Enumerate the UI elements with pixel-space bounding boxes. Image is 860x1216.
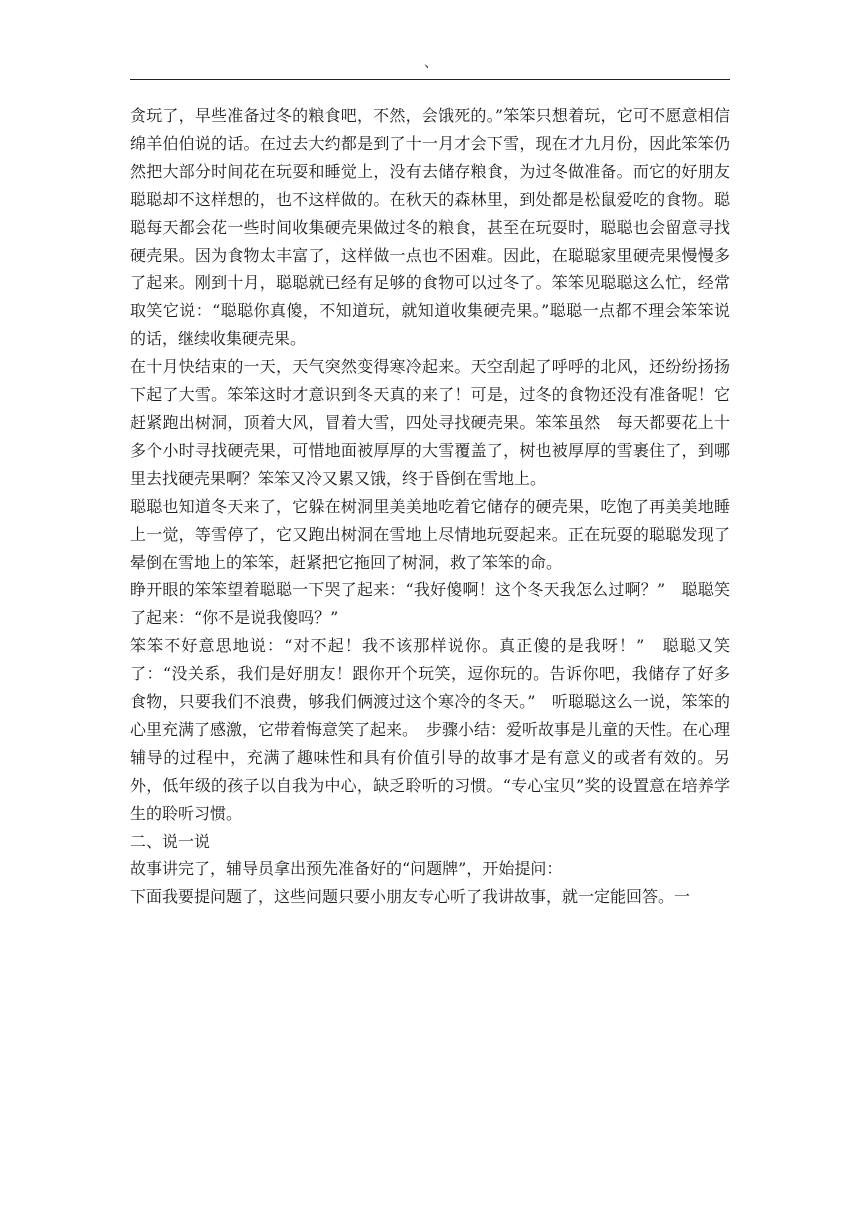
header-mark: 、 <box>424 55 438 71</box>
paragraph-apology-summary: 笨笨不好意思地说：“对不起！我不该那样说你。真正傻的是我呀！” 聪聪又笑了：“没关系，我们是好朋友！跟你开个玩笑，逗你玩的。告诉你吧，我储存了好多食物，只要我们不浪费，够我们俩渡过这个寒冷的冬天。” 听聪聪这么一说，笨笨的心里充满了感激，它带着悔意笑了起来。 步骤小结：爱听故事是儿童的天性。在心理辅导的过程中，充满了趣味性和具有价值引导的故事才是有意义的或者有效的。另外，低年级的孩子以自我为中心，缺乏聆听的习惯。“专心宝贝”奖的设置意在培养学生的聆听习惯。 <box>130 636 731 823</box>
paragraph-winter-arrives: 在十月快结束的一天，天气突然变得寒冷起来。天空刮起了呼呼的北风，还纷纷扬扬下起了大雪。笨笨这时才意识到冬天真的来了！可是，过冬的食物还没有准备呢！它赶紧跑出树洞，顶着大风，冒着大雪，四处寻找硬壳果。笨笨虽然 每天都要花上十多个小时寻找硬壳果，可惜地面被厚厚的大雪覆盖了，树也被厚厚的雪裹住了，到哪里去找硬壳果啊？笨笨又冷又累又饿，终于昏倒在雪地上。 <box>130 357 730 488</box>
paragraph-benben-wakes: 睁开眼的笨笨望着聪聪一下哭了起来：“我好傻啊！这个冬天我怎么过啊？” 聪聪笑了起来：“你不是说我傻吗？” <box>130 580 730 628</box>
paragraph-questions-intro: 下面我要提问题了，这些问题只要小朋友专心听了我讲故事，就一定能回答。一 <box>130 887 691 907</box>
paragraph-question-cards: 故事讲完了，辅导员拿出预先准备好的“问题牌”，开始提问： <box>130 859 563 879</box>
document-body <box>130 102 730 911</box>
header-rule <box>130 79 730 80</box>
section-heading-say: 二、说一说 <box>130 831 211 851</box>
paragraph-story-continuation: 贪玩了，早些准备过冬的粮食吧，不然，会饿死的。”笨笨只想着玩，它可不愿意相信绵羊伯伯说的话。在过去大约都是到了十一月才会下雪，现在才九月份，因此笨笨仍然把大部分时间花在玩耍和睡觉上，没有去储存粮食，为过冬做准备。而它的好朋友聪聪却不这样想的，也不这样做的。在秋天的森林里，到处都是松鼠爱吃的食物。聪聪每天都会花一些时间收集硬壳果做过冬的粮食，甚至在玩耍时，聪聪也会留意寻找硬壳果。因为食物太丰富了，这样做一点也不困难。因此，在聪聪家里硬壳果慢慢多了起来。刚到十月，聪聪就已经有足够的食物可以过冬了。笨笨见聪聪这么忙，经常取笑它说：“聪聪你真傻，不知道玩，就知道收集硬壳果。”聪聪一点都不理会笨笨说的话，继续收集硬壳果。 <box>130 106 730 349</box>
paragraph-congcong-rescue: 聪聪也知道冬天来了，它躲在树洞里美美地吃着它储存的硬壳果，吃饱了再美美地睡上一觉，等雪停了，它又跑出树洞在雪地上尽情地玩耍起来。正在玩耍的聪聪发现了晕倒在雪地上的笨笨，赶紧把它拖回了树洞，救了笨笨的命。 <box>130 496 730 572</box>
